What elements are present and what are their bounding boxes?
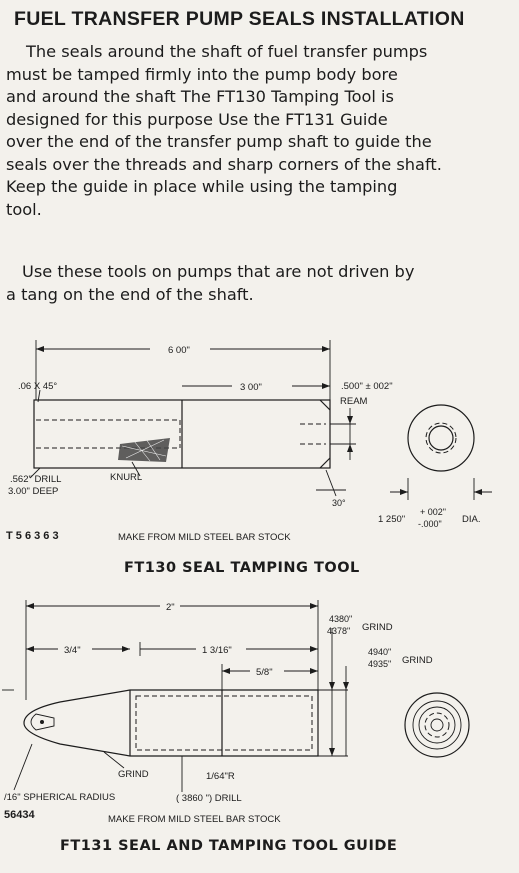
ft130-knurl-label: KNURL bbox=[110, 472, 143, 483]
ft130-part-number: T 5 6 3 6 3 bbox=[6, 530, 59, 542]
ft131-grind1-bottom: 4378" bbox=[327, 626, 351, 636]
ft130-material: MAKE FROM MILD STEEL BAR STOCK bbox=[118, 532, 291, 543]
ft130-dia-label: DIA. bbox=[462, 514, 481, 525]
ft130-half-length: 3 00" bbox=[240, 382, 262, 393]
paragraph-line: and around the shaft The FT130 Tamping Tool is bbox=[6, 87, 394, 106]
ft130-overall-length: 6 00" bbox=[168, 345, 190, 356]
ft131-grind2-top: 4940" bbox=[368, 647, 392, 657]
ft130-drill-depth: 3.00" DEEP bbox=[8, 486, 59, 497]
ft131-spherical-radius: /16" SPHERICAL RADIUS bbox=[4, 792, 116, 803]
ft131-material: MAKE FROM MILD STEEL BAR STOCK bbox=[108, 814, 281, 825]
paragraph-line: seals over the threads and sharp corners of the shaft. bbox=[6, 154, 442, 174]
ft131-grind-label: GRIND bbox=[118, 769, 149, 780]
ft131-drill: ( 3860 ") DRILL bbox=[176, 793, 242, 804]
ft131-grind1-top: 4380" bbox=[329, 614, 353, 624]
ft131-part-number: 56434 bbox=[4, 809, 35, 821]
paragraph-line: over the end of the transfer pump shaft to guide the bbox=[6, 132, 432, 151]
ft131-len-a: 3/4" bbox=[64, 645, 81, 656]
ft130-tol-minus: -.000" bbox=[418, 519, 442, 529]
paragraph-line: must be tamped firmly into the pump body bore bbox=[6, 64, 398, 84]
paragraph-line: a tang on the end of the shaft. bbox=[6, 284, 254, 304]
paragraph-line: Keep the guide in place while using the tamping bbox=[6, 177, 398, 196]
ft131-grind1-label: GRIND bbox=[362, 622, 393, 633]
page-title: FUEL TRANSFER PUMP SEALS INSTALLATION bbox=[14, 8, 465, 30]
knurl-pattern bbox=[118, 438, 170, 462]
ft130-ream-label: REAM bbox=[340, 396, 368, 407]
ft131-len-c: 5/8" bbox=[256, 667, 273, 678]
ft130-caption: FT130 SEAL TAMPING TOOL bbox=[124, 560, 360, 576]
ft130-drill-size: .562" DRILL bbox=[10, 474, 62, 485]
paragraph-line: tool. bbox=[6, 199, 42, 219]
paragraph-line: designed for this purpose Use the FT131 Guide bbox=[6, 109, 388, 129]
ft131-overall-length: 2" bbox=[166, 602, 175, 613]
ft130-tol-plus: + 002" bbox=[420, 507, 446, 517]
ft130-dia-value: 1 250" bbox=[378, 514, 406, 525]
ft131-len-b: 1 3/16" bbox=[202, 645, 232, 656]
ft130-angle: 30° bbox=[332, 498, 346, 508]
ft131-caption: FT131 SEAL AND TAMPING TOOL GUIDE bbox=[60, 838, 398, 854]
paragraph-line: Use these tools on pumps that are not driven by bbox=[22, 262, 415, 281]
ft131-grind2-label: GRIND bbox=[402, 655, 433, 666]
ft130-chamfer: .06 X 45° bbox=[18, 381, 58, 392]
ft131-grind2-bottom: 4935" bbox=[368, 659, 392, 669]
ft131-radius: 1/64"R bbox=[206, 771, 235, 782]
paragraph-line: The seals around the shaft of fuel transfer pumps bbox=[26, 42, 428, 61]
ft130-ream-size: .500" ± 002" bbox=[341, 381, 393, 392]
